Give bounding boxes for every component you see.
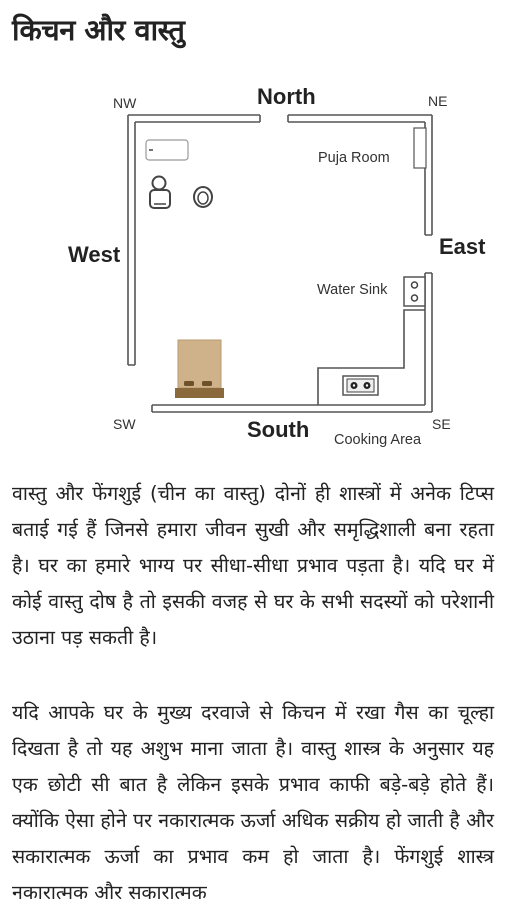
label-west: West: [68, 242, 121, 267]
small-table-icon: [146, 140, 188, 160]
label-south: South: [247, 417, 310, 442]
article-paragraph-1: वास्तु और फेंगशुई (चीन का वास्तु) दोनों ही शास्त्रों में अनेक टिप्स बताई गई हैं जिनसे हमारा जीवन सुखी और समृद्धिशाली बना रहता है। घर का हमारे भाग्य पर सीधा-सीधा प्रभाव पड़ता है। यदि घर में कोई वास्तु दोष है तो इसकी वजह से घर के सभी सदस्यों को परेशानी उठाना पड़ सकती है।: [12, 482, 494, 649]
toilet-icon: [150, 177, 170, 209]
bed-icon: [175, 340, 224, 398]
label-ne: NE: [428, 93, 448, 109]
label-puja-room: Puja Room: [318, 150, 390, 166]
basin-icon: [194, 187, 212, 207]
puja-shelf: [414, 128, 426, 168]
label-nw: NW: [113, 95, 137, 111]
water-sink-icon: [404, 277, 425, 306]
label-east: East: [439, 234, 486, 259]
kitchen-vastu-diagram: [0, 70, 506, 455]
label-cooking-area: Cooking Area: [334, 432, 422, 448]
gas-stove-icon: [343, 376, 378, 395]
label-water-sink: Water Sink: [317, 282, 388, 298]
label-north: North: [257, 84, 316, 109]
page-title: किचन और वास्तु: [12, 13, 185, 47]
article-paragraph-2: यदि आपके घर के मुख्य दरवाजे से किचन में रखा गैस का चूल्हा दिखता है तो यह अशुभ माना जाता है। वास्तु शास्त्र के अनुसार यह एक छोटी सी बात है लेकिन इसके प्रभाव काफी बड़े-बड़े होते हैं। क्योंकि ऐसा होने पर नकारात्मक ऊर्जा अधिक सक्रीय हो जाती है और सकारात्मक ऊर्जा का प्रभाव कम हो जाता है। फेंगशुई शास्त्र नकारात्मक और सकारात्मक: [12, 701, 494, 904]
label-se: SE: [432, 416, 451, 432]
label-sw: SW: [113, 416, 136, 432]
